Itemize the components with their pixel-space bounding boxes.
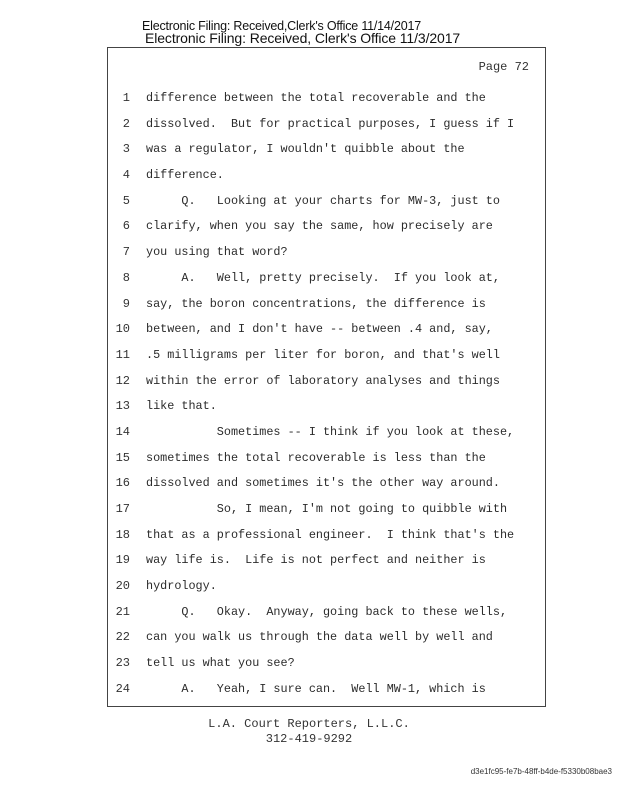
line-number: 10: [115, 322, 130, 337]
transcript-line: say, the boron concentrations, the difference is: [146, 296, 486, 311]
line-number: 17: [115, 502, 130, 516]
line-number: 15: [115, 450, 130, 465]
transcript-line: tell us what you see?: [146, 656, 295, 671]
line-number: 7: [122, 245, 130, 260]
transcript-line: Sometimes -- I think if you look at these,: [146, 424, 515, 439]
transcript-line: like that.: [146, 399, 217, 414]
line-number: 13: [115, 399, 130, 414]
line-number: 11: [115, 347, 130, 362]
line-number: 6: [122, 219, 130, 234]
line-number: 5: [122, 193, 130, 208]
line-number: 22: [115, 630, 130, 645]
line-number: 20: [115, 579, 130, 594]
transcript-line: dissolved and sometimes it's the other way around.: [146, 476, 500, 491]
transcript-line: can you walk us through the data well by well and: [146, 630, 493, 645]
line-number-column: [108, 86, 130, 703]
page-number: Page 72: [478, 60, 529, 74]
line-number: 21: [115, 604, 130, 619]
transcript-line: you using that word?: [146, 245, 288, 260]
court-reporter-phone: 312-419-9292: [265, 732, 353, 746]
transcript-line: hydrology.: [146, 579, 217, 594]
transcript-page: [107, 47, 546, 707]
line-number: 24: [115, 681, 130, 696]
transcript-line: .5 milligrams per liter for boron, and that's well: [146, 347, 500, 362]
line-number: 12: [115, 373, 130, 388]
transcript-text-column: [146, 86, 541, 703]
transcript-line: Q. Okay. Anyway, going back to these wells,: [146, 604, 508, 619]
transcript-line: Q. Looking at your charts for MW-3, just to: [146, 193, 500, 208]
filing-stamp-line-2: Electronic Filing: Received, Clerk's Office 11/3/2017: [145, 30, 461, 46]
transcript-line: A. Yeah, I sure can. Well MW-1, which is: [146, 681, 486, 696]
filing-stamp-line-1: Electronic Filing: Received,Clerk's Office 11/14/2017: [142, 19, 421, 33]
line-number: 8: [122, 270, 130, 285]
court-reporter-name: L.A. Court Reporters, L.L.C.: [208, 717, 410, 731]
line-number: 4: [122, 168, 130, 183]
line-number: 3: [122, 142, 130, 157]
transcript-line: within the error of laboratory analyses and things: [146, 373, 500, 388]
transcript-line: clarify, when you say the same, how precisely are: [146, 219, 493, 234]
transcript-line: A. Well, pretty precisely. If you look at,: [146, 270, 500, 285]
transcript-line: dissolved. But for practical purposes, I guess if I: [146, 116, 515, 131]
transcript-line: way life is. Life is not perfect and neither is: [146, 553, 486, 568]
line-number: 1: [122, 91, 130, 105]
transcript-line: was a regulator, I wouldn't quibble about the: [146, 142, 465, 157]
transcript-line: difference.: [146, 168, 224, 183]
transcript-line: sometimes the total recoverable is less than the: [146, 450, 486, 465]
transcript-line: between, and I don't have -- between .4 and, say,: [146, 322, 493, 337]
line-number: 14: [115, 424, 130, 439]
transcript-line: difference between the total recoverable and the: [146, 91, 486, 105]
document-id: d3e1fc95-fe7b-48ff-b4de-f5330b08bae3: [470, 767, 612, 776]
transcript-line: that as a professional engineer. I think that's the: [146, 527, 515, 542]
transcript-line: So, I mean, I'm not going to quibble with: [146, 502, 508, 516]
line-number: 16: [115, 476, 130, 491]
line-number: 19: [115, 553, 130, 568]
line-number: 18: [115, 527, 130, 542]
line-number: 23: [115, 656, 130, 671]
line-number: 2: [122, 116, 130, 131]
line-number: 9: [122, 296, 130, 311]
